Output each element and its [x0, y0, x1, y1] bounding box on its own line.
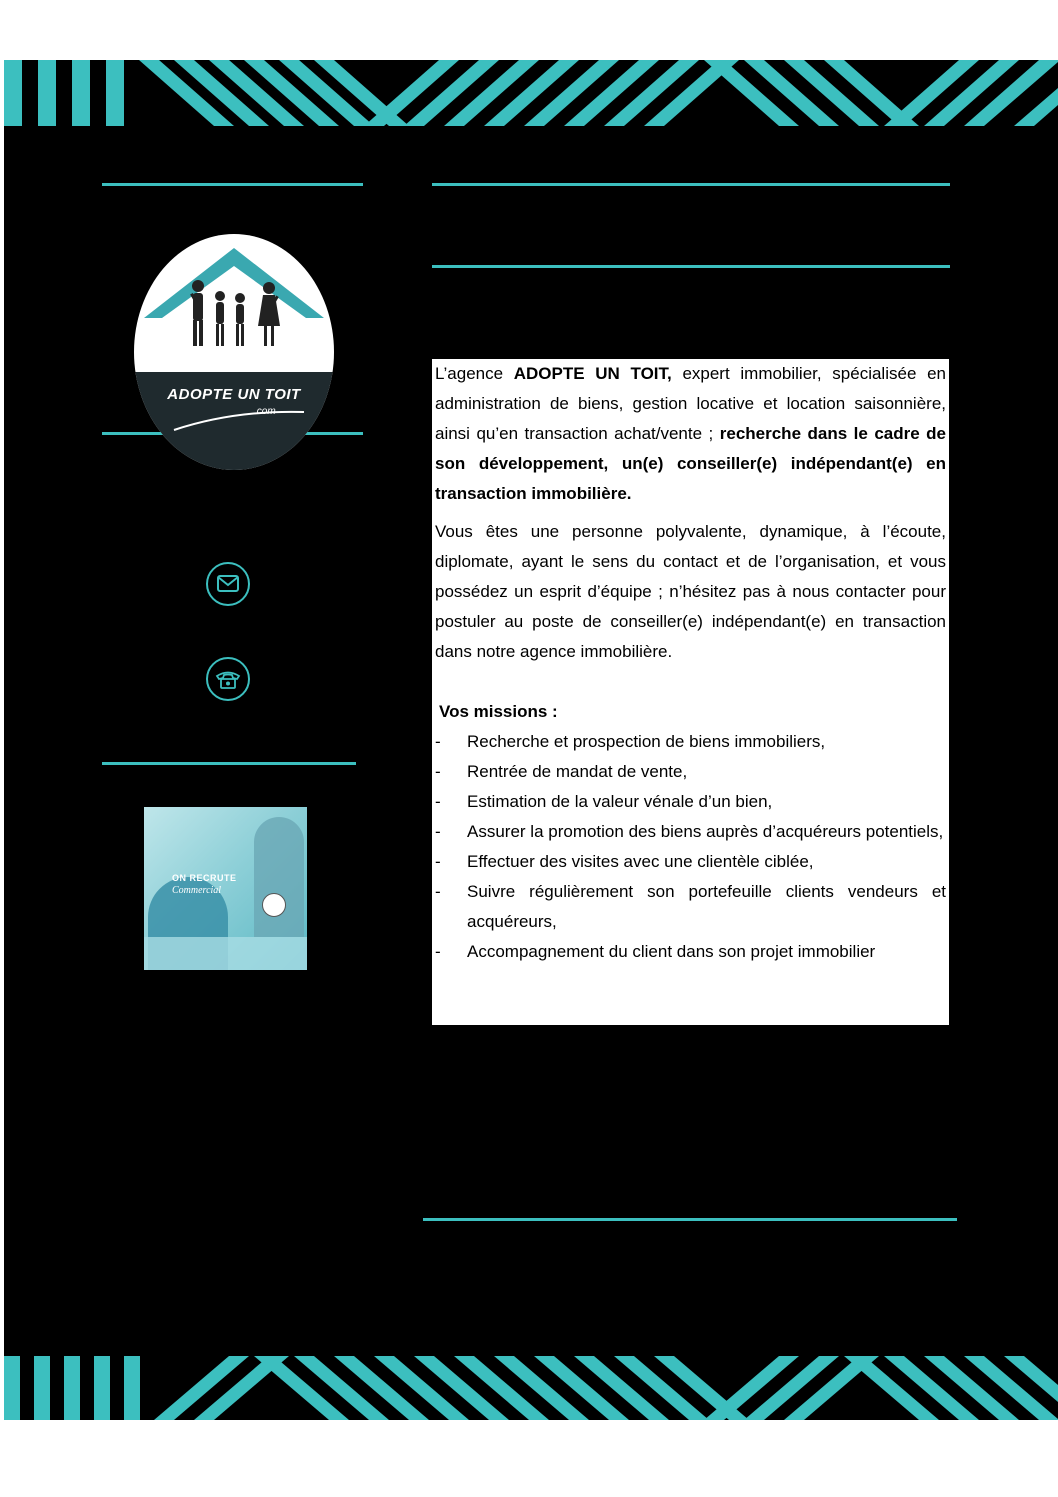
intro-rest: expert immobilier, spécialisée en administration de biens, gestion locative et location saisonnière, ainsi qu’en transaction achat/vente ;: [435, 364, 946, 443]
mission-item: - Estimation de la valeur vénale d’un bien,: [435, 787, 946, 817]
missions-list: [435, 727, 946, 967]
company-logo: [134, 234, 334, 470]
recruitment-photo: [144, 807, 307, 970]
right-rule-1: [432, 183, 950, 186]
missions-title: Vos missions :: [439, 702, 558, 721]
mission-item: - Suivre régulièrement son portefeuille clients vendeurs et acquéreurs,: [435, 877, 946, 937]
top-stripe-band: [4, 60, 1058, 126]
mission-item: - Rentrée de mandat de vente,: [435, 757, 946, 787]
phone-icon[interactable]: [206, 657, 250, 701]
email-icon[interactable]: [206, 562, 250, 606]
logo-name: ADOPTE UN TOIT: [167, 386, 301, 403]
bottom-stripe-band: [4, 1356, 1058, 1420]
left-rule-1: [102, 183, 363, 186]
job-description: [432, 359, 949, 1025]
left-rule-3: [102, 762, 356, 765]
logo-suffix: .com: [254, 406, 276, 417]
photo-desk: [144, 937, 307, 970]
mission-item: - Accompagnement du client dans son projet immobilier: [435, 937, 946, 967]
intro-paragraph: [435, 359, 946, 509]
mission-item: - Effectuer des visites avec une clientèle ciblée,: [435, 847, 946, 877]
mission-item: - Assurer la promotion des biens auprès d’acquéreurs potentiels,: [435, 817, 946, 847]
agency-name: ADOPTE UN TOIT,: [513, 364, 672, 383]
intro-highlight: recherche dans le cadre de son développement, un(e) conseiller(e) indépendant(e) en transaction immobilière.: [435, 424, 947, 503]
right-rule-3: [423, 1218, 957, 1221]
logo-swoosh: [134, 234, 334, 470]
photo-logo-badge: [262, 893, 286, 917]
photo-person-right: [254, 817, 304, 937]
mission-item: - Recherche et prospection de biens immobiliers,: [435, 727, 946, 757]
photo-caption-subtitle: Commercial: [172, 885, 222, 896]
photo-caption-title: ON RECRUTE: [172, 873, 237, 883]
intro-prefix: L’agence: [435, 364, 514, 383]
profile-paragraph: Vous êtes une personne polyvalente, dynamique, à l’écoute, diplomate, ayant le sens du contact et de l’organisation, et vous possédez un esprit d’équipe ; n’hésitez pas à nous contacter pour postuler au poste de conseiller(e) indépendant(e) en transaction dans notre agence immobilière.: [435, 522, 946, 661]
right-rule-2: [432, 265, 950, 268]
flyer-page: [4, 60, 1058, 1420]
